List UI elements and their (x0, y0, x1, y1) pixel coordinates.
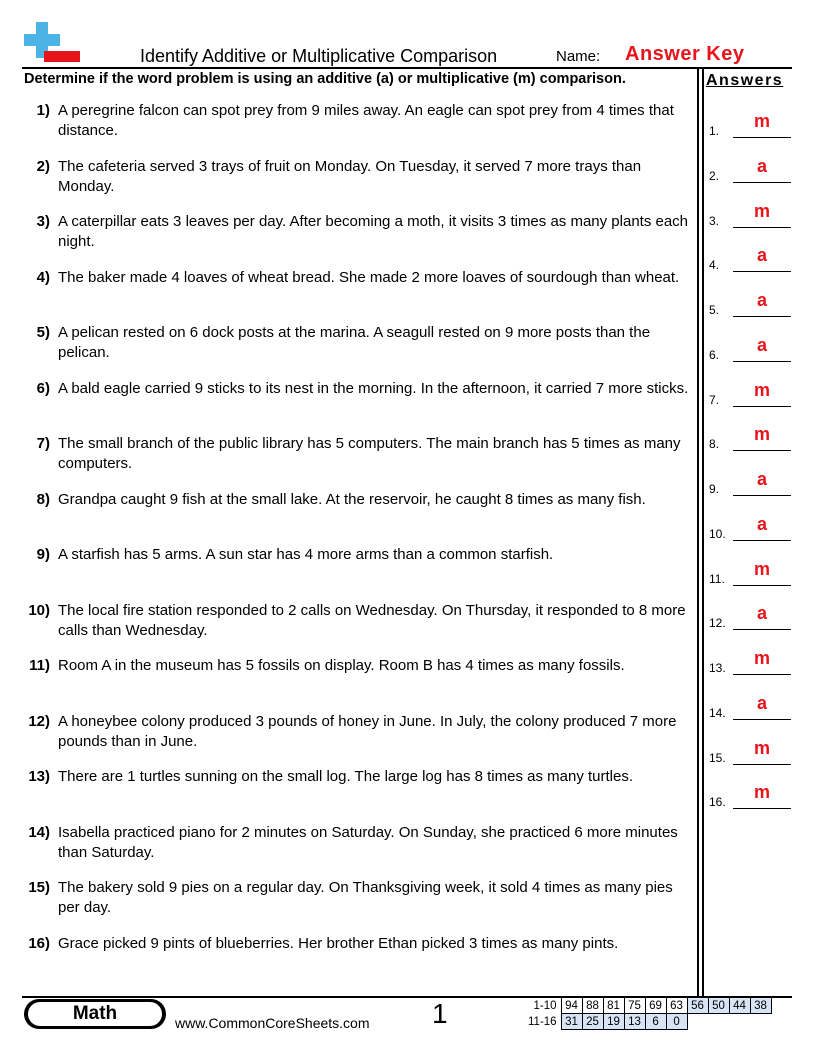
answer-number: 13. (709, 661, 726, 675)
subject-badge (24, 999, 166, 1029)
question-text: The cafeteria served 3 trays of fruit on Monday. On Tuesday, it served 7 more trays than Monday. (58, 157, 642, 195)
answer-line (733, 629, 791, 630)
answer-item (709, 466, 795, 496)
question-number: 7) (36, 435, 50, 452)
answer-column-divider (697, 69, 699, 997)
worksheet-title: Identify Additive or Multiplicative Comparison (140, 46, 498, 66)
top-rule (22, 67, 792, 69)
score-table (526, 997, 772, 1030)
answer-number: 8. (709, 437, 720, 452)
answer-item (709, 511, 795, 541)
question-text: Grandpa caught 9 fish at the small lake. At the reservoir, he caught 8 times as many fish. (58, 490, 646, 508)
answer-value: m (753, 558, 770, 579)
answer-line (733, 227, 791, 228)
score-cell: 50 (708, 998, 729, 1014)
answer-item (709, 108, 795, 138)
question-number: 3) (36, 213, 50, 230)
page-number: 1 (432, 998, 448, 1029)
question-number: 9) (36, 546, 50, 563)
answer-number: 2. (709, 168, 720, 183)
answer-number: 4. (709, 258, 720, 273)
question-text: The small branch of the public library has 5 computers. The main branch has 5 times as many computers. (58, 435, 681, 472)
answer-item (709, 779, 795, 809)
answer-line (733, 361, 791, 362)
score-cell: 13 (624, 1014, 645, 1030)
answer-line (733, 585, 791, 586)
question-text: The local fire station responded to 2 calls on Wednesday. On Thursday, it responded to 8 more calls than Wednesday. (58, 601, 686, 639)
answer-value: m (753, 648, 770, 668)
question-number: 13) (28, 768, 50, 785)
question-text: Isabella practiced piano for 2 minutes on Saturday. On Sunday, she practiced 6 more minutes than Saturday. (58, 823, 678, 861)
answer-value: m (753, 424, 770, 445)
answer-item (709, 645, 795, 675)
answer-line (733, 674, 791, 675)
question-number: 11) (29, 657, 50, 674)
answer-value: a (756, 290, 767, 310)
answer-line (733, 316, 791, 317)
question-number: 2) (36, 157, 50, 175)
score-range-label: 1-10 (533, 999, 557, 1012)
answer-value: a (756, 155, 767, 176)
answer-value: a (756, 334, 767, 355)
answer-line (733, 764, 791, 765)
answer-number: 9. (709, 482, 720, 496)
answer-item (709, 332, 795, 362)
score-cell: 6 (645, 1014, 666, 1030)
answer-item (709, 198, 795, 228)
question-text: A pelican rested on 6 dock posts at the marina. A seagull rested on 9 more posts than the pelican. (58, 324, 651, 361)
question-number: 6) (36, 379, 50, 397)
score-cell: 88 (582, 998, 603, 1014)
answers-heading: Answers (706, 72, 784, 89)
answer-value: a (756, 513, 767, 534)
score-cell: 44 (729, 998, 750, 1014)
question-text: The bakery sold 9 pies on a regular day. On Thanksgiving week, it sold 4 times as many pies per day. (58, 879, 673, 916)
question-number: 1) (36, 102, 50, 119)
answer-value: a (756, 469, 767, 489)
answer-line (733, 406, 791, 407)
answer-line (733, 540, 791, 541)
answer-item (709, 600, 795, 630)
question-number: 4) (36, 268, 50, 286)
question-text: A bald eagle carried 9 sticks to its nest in the morning. In the afternoon, it carried 7 more sticks. (58, 379, 689, 397)
answer-key-label: Answer Key (625, 43, 745, 65)
score-cell: 56 (687, 998, 708, 1014)
score-cell: 75 (624, 998, 645, 1014)
answer-line (733, 495, 791, 496)
question-text: There are 1 turtles sunning on the small log. The large log has 8 times as many turtles. (58, 768, 634, 785)
question-number: 14) (28, 823, 50, 841)
plus-minus-icon (22, 22, 80, 68)
answer-line (733, 271, 791, 272)
question-text: A starfish has 5 arms. A sun star has 4 more arms than a common starfish. (58, 546, 554, 563)
answer-value: a (756, 603, 767, 624)
score-row (526, 998, 771, 1014)
answer-item (709, 421, 795, 451)
score-cell: 69 (645, 998, 666, 1014)
answer-line (733, 137, 791, 138)
website-label: www.CommonCoreSheets.com (175, 1015, 370, 1031)
answer-value: m (753, 200, 770, 221)
answer-line (733, 450, 791, 451)
score-row (526, 1014, 771, 1030)
answer-value: m (753, 111, 770, 131)
answer-number: 14. (709, 705, 726, 720)
instructions: Determine if the word problem is using an additive (a) or multiplicative (m) comparison. (24, 71, 626, 87)
answer-number: 6. (709, 347, 720, 362)
question-text: A peregrine falcon can spot prey from 9 miles away. An eagle can spot prey from 4 times that distance. (58, 102, 674, 139)
score-range-label: 11-16 (528, 1015, 557, 1028)
score-cell: 38 (750, 998, 771, 1014)
answer-number: 3. (709, 213, 720, 228)
score-cell: 19 (603, 1014, 624, 1030)
answer-value: m (753, 737, 770, 758)
question-text: Grace picked 9 pints of blueberries. Her brother Ethan picked 3 times as many pints. (58, 934, 619, 952)
question-number: 15) (28, 879, 50, 896)
answer-item (709, 690, 795, 720)
score-cell: 25 (582, 1014, 603, 1030)
answer-line (733, 182, 791, 183)
question-text: A honeybee colony produced 3 pounds of honey in June. In July, the colony produced 7 more pounds than in June. (58, 712, 677, 750)
answer-number: 5. (709, 303, 720, 317)
name-label: Name: (556, 48, 601, 65)
question-text: Room A in the museum has 5 fossils on display. Room B has 4 times as many fossils. (58, 657, 625, 674)
answer-line (733, 808, 791, 809)
answer-value: a (756, 692, 767, 713)
question-number: 8) (36, 490, 50, 508)
answer-item (709, 556, 795, 586)
score-cell: 81 (603, 998, 624, 1014)
score-cell: 94 (561, 998, 582, 1014)
answer-number: 7. (709, 392, 720, 407)
answer-number: 15. (709, 750, 726, 765)
score-cell: 0 (666, 1014, 687, 1030)
score-cell: 31 (561, 1014, 582, 1030)
answer-item (709, 242, 795, 272)
question-number: 5) (36, 324, 50, 341)
answer-number: 1. (709, 124, 720, 138)
answer-number: 11. (709, 571, 725, 586)
answer-number: 10. (709, 526, 726, 541)
answer-line (733, 719, 791, 720)
answer-item (709, 735, 795, 765)
question-text: A caterpillar eats 3 leaves per day. After becoming a moth, it visits 3 times as many plants each night. (58, 213, 689, 250)
answer-number: 12. (709, 616, 726, 631)
question-number: 10) (28, 601, 50, 619)
question-text: The baker made 4 loaves of wheat bread. She made 2 more loaves of sourdough than wheat. (58, 268, 680, 286)
answer-value: m (753, 379, 770, 400)
answer-value: m (753, 782, 770, 803)
question-number: 16) (28, 934, 50, 952)
score-cell: 63 (666, 998, 687, 1014)
answer-number: 16. (709, 795, 726, 810)
question-number: 12) (28, 712, 50, 730)
answer-value: a (756, 245, 767, 266)
answer-item (709, 287, 795, 317)
answer-column-divider (702, 69, 704, 997)
answer-item (709, 377, 795, 407)
subject-label: Math (28, 1002, 162, 1026)
answer-item (709, 153, 795, 183)
